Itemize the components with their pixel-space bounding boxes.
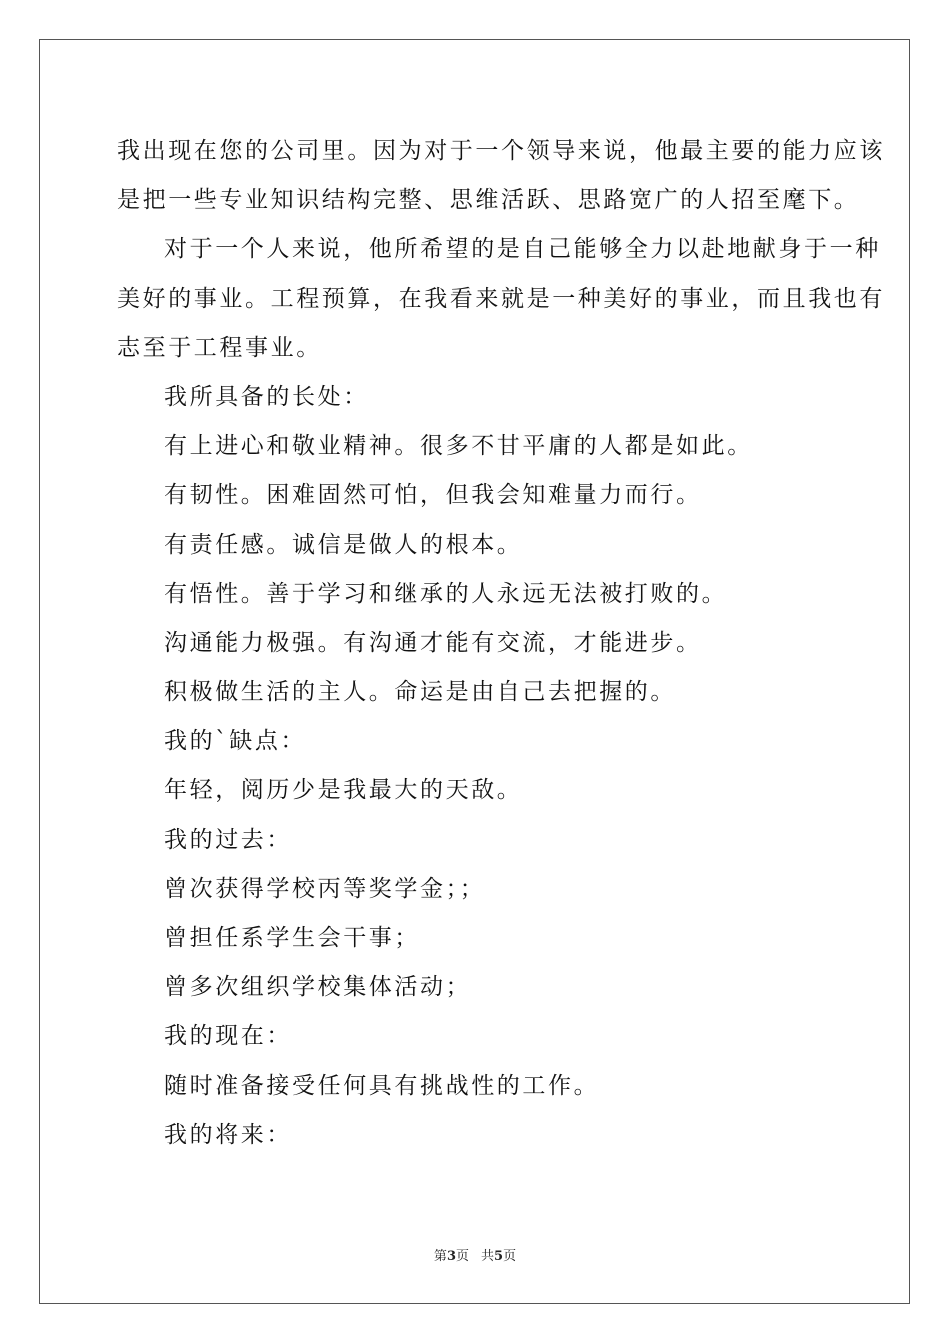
text-line: 我的将来： — [164, 1121, 292, 1148]
text-line: 曾次获得学校丙等奖学金；； — [164, 875, 486, 902]
document-body — [117, 127, 885, 1160]
footer-page-suffix: 页 — [455, 1249, 469, 1264]
text-line: 志至于工程事业。 — [117, 334, 322, 361]
text-line: 我的过去： — [164, 826, 292, 853]
footer-total-suffix: 页 — [503, 1249, 517, 1264]
footer-total-pages: 5 — [494, 1249, 504, 1264]
page-footer — [0, 1248, 950, 1266]
text-line: 是把一些专业知识结构完整、思维活跃、思路宽广的人招至麾下。 — [117, 187, 860, 214]
text-line: 年轻，阅历少是我最大的天敌。 — [164, 777, 523, 804]
text-line: 美好的事业。工程预算，在我看来就是一种美好的事业，而且我也有 — [117, 285, 885, 312]
text-line: 曾多次组织学校集体活动； — [164, 974, 472, 1001]
text-line: 随时准备接受任何具有挑战性的工作。 — [164, 1072, 600, 1099]
text-line: 积极做生活的主人。命运是由自己去把握的。 — [164, 679, 676, 706]
text-line: 曾担任系学生会干事； — [164, 925, 420, 951]
footer-total-prefix: 共 — [481, 1249, 495, 1264]
text-line: 我的现在： — [164, 1023, 292, 1050]
text-line: 有上进心和敬业精神。很多不甘平庸的人都是如此。 — [164, 433, 753, 460]
footer-page-number: 3 — [446, 1249, 456, 1264]
text-line: 有悟性。善于学习和继承的人永远无法被打败的。 — [164, 580, 728, 607]
text-line: 我所具备的长处： — [164, 383, 369, 410]
text-line: 有责任感。诚信是做人的根本。 — [164, 531, 523, 558]
text-line: 有韧性。困难固然可怕，但我会知难量力而行。 — [164, 482, 702, 509]
footer-page-prefix: 第 — [433, 1249, 447, 1264]
text-line: 对于一个人来说，他所希望的是自己能够全力以赴地献身于一种 — [164, 236, 881, 263]
text-line: 我出现在您的公司里。因为对于一个领导来说，他最主要的能力应该 — [117, 138, 885, 164]
text-line: 我的`缺点： — [164, 728, 307, 755]
text-line: 沟通能力极强。有沟通才能有交流，才能进步。 — [164, 629, 702, 656]
